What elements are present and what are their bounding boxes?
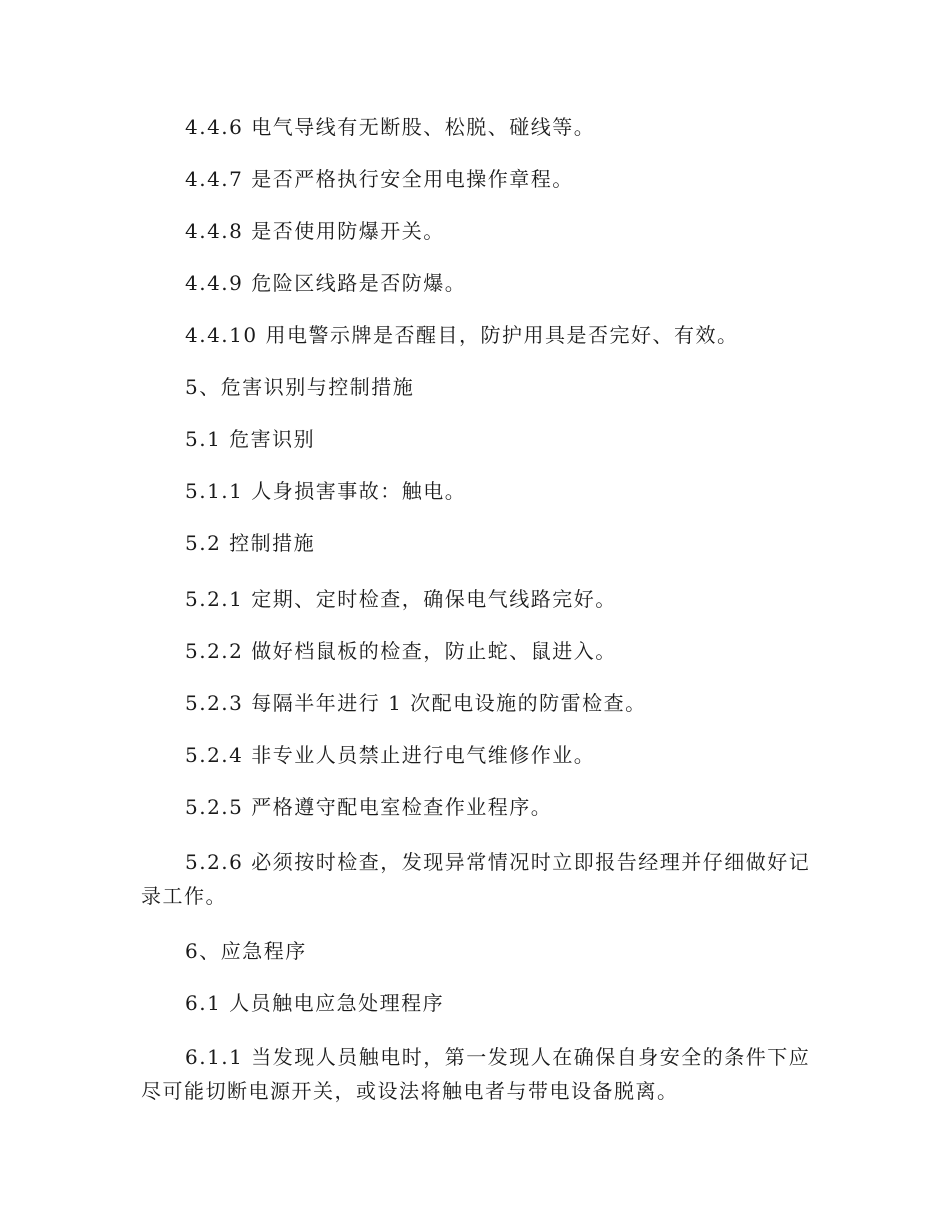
paragraph-5-2-4: 5.2.4 非专业人员禁止进行电气维修作业。 — [185, 743, 596, 767]
paragraph-6-1-1: 6.1.1 当发现人员触电时，第一发现人在确保自身安全的条件下应尽可能切断电源开关，或设法将触电者与带电设备脱离。 — [141, 1045, 811, 1103]
paragraph-5-2-2: 5.2.2 做好档鼠板的检查，防止蛇、鼠进入。 — [185, 639, 617, 663]
paragraph-4-4-7: 4.4.7 是否严格执行安全用电操作章程。 — [185, 167, 574, 191]
paragraph-5-1-1: 5.1.1 人身损害事故：触电。 — [185, 479, 467, 503]
paragraph-4-4-8: 4.4.8 是否使用防爆开关。 — [185, 219, 445, 243]
subsection-heading-6-1: 6.1 人员触电应急处理程序 — [185, 991, 445, 1015]
section-heading-6: 6、应急程序 — [185, 939, 307, 963]
paragraph-5-2-6: 5.2.6 必须按时检查，发现异常情况时立即报告经理并仔细做好记录工作。 — [141, 850, 811, 908]
paragraph-5-2-3: 5.2.3 每隔半年进行 1 次配电设施的防雷检查。 — [185, 691, 647, 715]
paragraph-4-4-9: 4.4.9 危险区线路是否防爆。 — [185, 271, 467, 295]
section-heading-5: 5、危害识别与控制措施 — [185, 375, 415, 399]
paragraph-5-2-1: 5.2.1 定期、定时检查，确保电气线路完好。 — [185, 587, 617, 611]
paragraph-4-4-6: 4.4.6 电气导线有无断股、松脱、碰线等。 — [185, 115, 596, 139]
subsection-heading-5-1: 5.1 危害识别 — [185, 427, 316, 451]
paragraph-5-2-5: 5.2.5 严格遵守配电室检查作业程序。 — [185, 795, 553, 819]
paragraph-4-4-10: 4.4.10 用电警示牌是否醒目，防护用具是否完好、有效。 — [185, 323, 739, 347]
subsection-heading-5-2: 5.2 控制措施 — [185, 531, 316, 555]
